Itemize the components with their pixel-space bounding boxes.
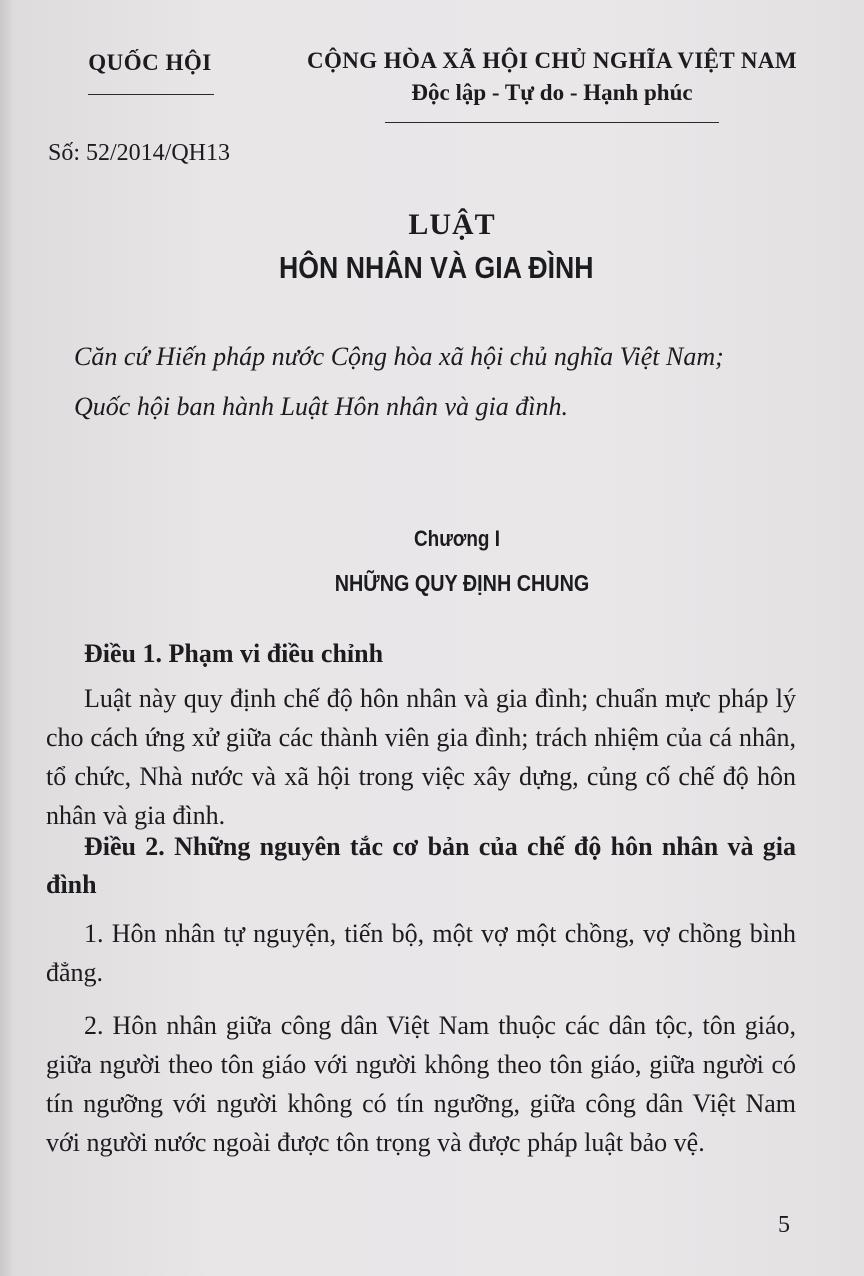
article-2	[46, 828, 796, 1162]
chapter-title: NHỮNG QUY ĐỊNH CHUNG	[334, 570, 590, 596]
page-spine-shadow	[0, 0, 14, 1276]
article-paragraph: Luật này quy định chế độ hôn nhân và gia đình; chuẩn mực pháp lý cho cách ứng xử giữa các thành viên gia đình; trách nhiệm của cá nhân, tổ chức, Nhà nước và xã hội trong việc xây dựng, củng cố chế độ hôn nhân và gia đình.	[46, 684, 796, 830]
preamble-basis: Căn cứ Hiến pháp nước Cộng hòa xã hội chủ nghĩa Việt Nam;	[74, 342, 724, 371]
issuer-name: QUỐC HỘI	[88, 50, 212, 75]
document-number: Số: 52/2014/QH13	[48, 140, 231, 166]
article-heading: Điều 1. Phạm vi điều chỉnh	[84, 639, 384, 668]
national-motto: Độc lập - Tự do - Hạnh phúc	[411, 80, 693, 105]
nation-name: CỘNG HÒA XÃ HỘI CHỦ NGHĨA VIỆT NAM	[306, 48, 798, 73]
article-heading: Điều 2. Những nguyên tắc cơ bản của chế độ hôn nhân và gia đình	[46, 832, 796, 899]
motto-underline	[385, 122, 719, 123]
chapter-number: Chương I	[414, 526, 500, 551]
national-header	[290, 48, 814, 106]
issuer-underline	[88, 94, 214, 95]
law-title: HÔN NHÂN VÀ GIA ĐÌNH	[279, 250, 594, 285]
article-clause: 2. Hôn nhân giữa công dân Việt Nam thuộc các dân tộc, tôn giáo, giữa người theo tôn giáo với người không theo tôn giáo, giữa người có tín ngưỡng với người không có tín ngưỡng, giữa công dân Việt Nam với người nước ngoài được tôn trọng và được pháp luật bảo vệ.	[46, 1011, 796, 1157]
article-1	[46, 634, 796, 835]
preamble-enactment: Quốc hội ban hành Luật Hôn nhân và gia đình.	[74, 392, 568, 421]
law-type: LUẬT	[408, 208, 496, 241]
preamble	[46, 336, 800, 428]
page-number: 5	[778, 1212, 790, 1238]
article-clause: 1. Hôn nhân tự nguyện, tiến bộ, một vợ một chồng, vợ chồng bình đẳng.	[46, 919, 796, 987]
